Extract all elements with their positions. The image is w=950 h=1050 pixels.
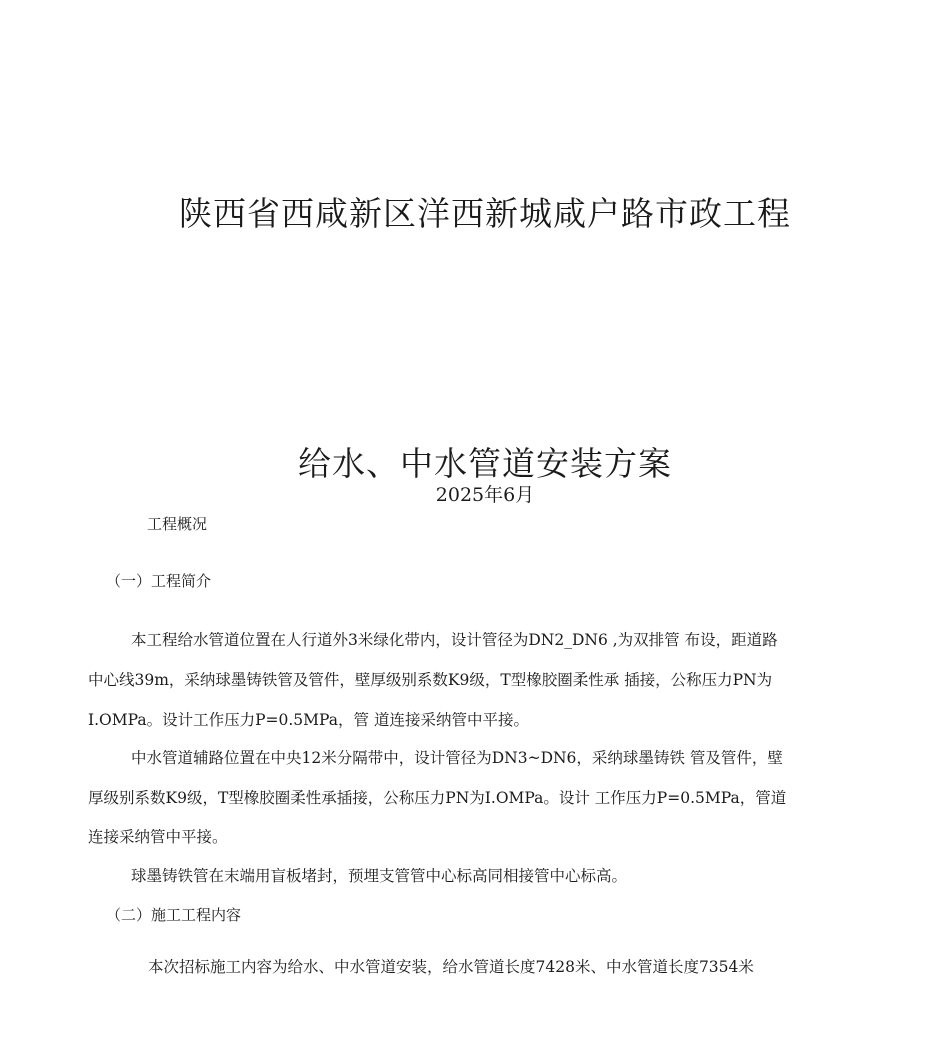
section1-line-3: I.OMPa。设计工作压力P=0.5MPa，管 道连接采纳管中平接。	[88, 711, 529, 729]
plan-title: 给水、中水管道安装方案	[298, 444, 672, 483]
section1-heading: （一）工程简介	[106, 572, 212, 590]
section1-line-6: 连接采纳管中平接。	[88, 828, 228, 846]
section1-line-7: 球墨铸铁管在末端用盲板堵封，预埋支管管中心标高同相接管中心标高。	[131, 867, 628, 885]
section1-line-2: 中心线39m，采纳球墨铸铁管及管件，壁厚级别系数K9级，T型橡胶圈柔性承 插接，公称压力PN为	[88, 671, 773, 689]
document-date: 2025年6月	[435, 484, 535, 506]
section1-line-1: 本工程给水管道位置在人行道外3米绿化带内，设计管径为DN2_DN6 ,为双排管 布设，距道路	[131, 631, 778, 649]
section2-heading: （二）施工工程内容	[106, 906, 242, 924]
section1-line-5: 厚级别系数K9级，T型橡胶圈柔性承插接，公称压力PN为I.OMPa。设计 工作压力P=0.5MPa，管道	[88, 789, 787, 807]
document-title: 陕西省西咸新区洋西新城咸户路市政工程	[179, 194, 791, 233]
section1-line-4: 中水管道辅路位置在中央12米分隔带中，设计管径为DN3~DN6，采纳球墨铸铁 管及管件，壁	[131, 749, 783, 767]
section2-line-1: 本次招标施工内容为给水、中水管道安装，给水管道长度7428米、中水管道长度7354米	[148, 958, 754, 976]
overview-heading: 工程概况	[147, 515, 208, 533]
